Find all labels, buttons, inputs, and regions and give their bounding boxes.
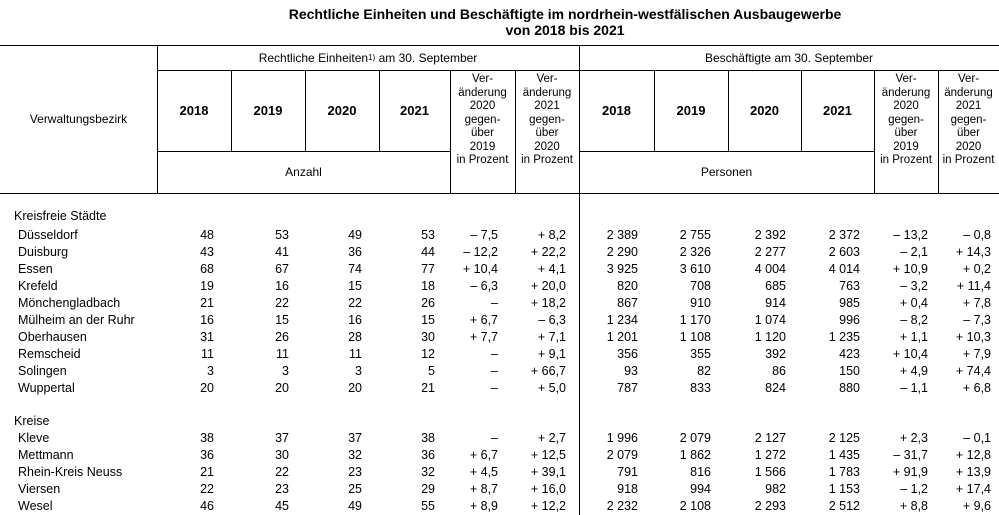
header-group-employees: Beschäftigte am 30. September	[704, 50, 874, 65]
table-cell: –	[491, 364, 498, 378]
table-cell: 2 293	[754, 499, 786, 513]
header-footnote-marker: 1)	[368, 52, 376, 62]
h-ce20-6: in Prozent	[880, 154, 932, 166]
table-row	[0, 481, 999, 498]
table-cell: + 13,9	[955, 465, 991, 479]
table-row	[0, 363, 999, 380]
table-cell: 763	[839, 279, 860, 293]
table-cell: 3	[355, 364, 362, 378]
table-cell: + 74,4	[955, 364, 991, 378]
table-cell: 45	[275, 499, 289, 513]
table-cell: 2 603	[828, 245, 860, 259]
table-row	[0, 447, 999, 464]
table-row	[0, 261, 999, 278]
table-cell: 356	[617, 347, 638, 361]
h-cu21-5: 2020	[534, 140, 560, 153]
table-cell: 22	[275, 465, 289, 479]
table-cell: 86	[772, 364, 786, 378]
table-cell: 3	[282, 364, 289, 378]
header-year-employees-2019: 2019	[676, 102, 706, 118]
table-cell: + 12,2	[530, 499, 566, 513]
table-cell: 36	[348, 245, 362, 259]
table-cell: 1 170	[679, 313, 711, 327]
table-row	[0, 227, 999, 244]
table-cell: – 1,2	[900, 482, 928, 496]
table-cell: – 1,1	[900, 381, 928, 395]
table-row	[0, 430, 999, 447]
district-name: Viersen	[18, 482, 61, 496]
table-cell: 1 153	[828, 482, 860, 496]
table-cell: + 7,7	[469, 330, 498, 344]
table-cell: + 16,0	[530, 482, 566, 496]
h-cu20-4: über	[470, 127, 495, 139]
district-name: Essen	[18, 262, 53, 276]
table-cell: – 2,1	[900, 245, 928, 259]
table-row	[0, 329, 999, 346]
table-cell: + 6,7	[469, 448, 498, 462]
table-cell: 31	[200, 330, 214, 344]
table-cell: 2 512	[828, 499, 860, 513]
table-cell: + 17,4	[955, 482, 991, 496]
h-cu21-4: über	[535, 127, 559, 139]
district-name: Wesel	[18, 499, 53, 513]
header-group-units-label: Rechtliche Einheiten	[258, 50, 369, 65]
table-cell: + 5,0	[537, 381, 566, 395]
table-cell: 25	[348, 482, 362, 496]
table-cell: 1 435	[828, 448, 860, 462]
header-change-units-2020	[450, 73, 515, 191]
district-name: Mülheim an der Ruhr	[18, 313, 135, 327]
table-cell: 22	[348, 296, 362, 310]
table-cell: 392	[765, 347, 786, 361]
table-cell: 46	[200, 499, 214, 513]
table-cell: 2 232	[606, 499, 638, 513]
table-cell: 15	[275, 313, 289, 327]
table-cell: + 8,2	[537, 228, 566, 242]
h-cu20-2: 2020	[469, 100, 496, 112]
h-cu20-6: in Prozent	[456, 154, 509, 166]
table-cell: 824	[765, 381, 786, 395]
table-cell: – 13,2	[893, 228, 928, 242]
h-cu20-3: gegen-	[464, 113, 501, 126]
table-cell: 41	[275, 245, 289, 259]
table-cell: 1 074	[754, 313, 786, 327]
table-cell: + 22,2	[530, 245, 566, 259]
h-ce21-5: 2020	[955, 140, 982, 153]
table-cell: + 20,0	[530, 279, 566, 293]
table-cell: 708	[690, 279, 711, 293]
table-cell: 68	[200, 262, 214, 276]
table-cell: 36	[421, 448, 435, 462]
table-cell: 67	[275, 262, 289, 276]
h-ce20-2: 2020	[893, 100, 919, 112]
table-cell: 16	[200, 313, 214, 327]
table-cell: – 0,1	[963, 431, 991, 445]
table-cell: 49	[348, 499, 362, 513]
table-cell: 74	[348, 262, 362, 276]
section-label: Kreise	[14, 414, 50, 428]
h-ce21-2: 2021	[955, 100, 982, 112]
table-row	[0, 295, 999, 312]
table-cell: 2 326	[679, 245, 711, 259]
table-cell: – 7,5	[470, 228, 498, 242]
district-name: Rhein-Kreis Neuss	[18, 465, 123, 479]
table-cell: 1 783	[828, 465, 860, 479]
table-cell: 37	[275, 431, 289, 445]
table-cell: 82	[697, 364, 711, 378]
h-cu21-0: Ver-	[536, 73, 558, 85]
table-cell: + 7,1	[537, 330, 566, 344]
table-cell: + 9,1	[537, 347, 566, 361]
table-cell: 994	[690, 482, 711, 496]
district-name: Remscheid	[18, 347, 81, 361]
table-cell: + 4,9	[899, 364, 928, 378]
h-cu21-6: in Prozent	[521, 154, 573, 166]
table-row	[0, 278, 999, 295]
table-title-line-2: von 2018 bis 2021	[505, 22, 625, 38]
table-cell: + 4,5	[469, 465, 498, 479]
header-change-employees-2021	[938, 73, 999, 191]
h-ce20-0: Ver-	[895, 73, 917, 85]
table-cell: 28	[348, 330, 362, 344]
table-cell: + 10,9	[892, 262, 928, 276]
h-cu21-3: gegen-	[529, 113, 565, 126]
district-name: Düsseldorf	[18, 228, 78, 242]
table-cell: 2 079	[679, 431, 711, 445]
table-cell: – 31,7	[893, 448, 928, 462]
district-name: Mettmann	[18, 448, 74, 462]
district-name: Mönchengladbach	[18, 296, 121, 310]
h-ce20-1: änderung	[881, 86, 931, 99]
table-cell: 2 079	[606, 448, 638, 462]
h-ce20-3: gegen-	[888, 113, 924, 126]
table-cell: 2 392	[754, 228, 786, 242]
h-cu21-2: 2021	[534, 100, 560, 112]
table-cell: + 8,9	[469, 499, 498, 513]
table-cell: 914	[765, 296, 786, 310]
table-cell: 918	[617, 482, 638, 496]
table-cell: –	[491, 347, 498, 361]
table-cell: 49	[348, 228, 362, 242]
table-row	[0, 312, 999, 329]
header-year-units-2019: 2019	[253, 102, 283, 118]
table-row	[0, 498, 999, 515]
table-cell: 55	[421, 499, 435, 513]
table-row	[0, 464, 999, 481]
table-cell: + 1,1	[899, 330, 928, 344]
table-cell: 22	[275, 296, 289, 310]
table-cell: + 2,3	[899, 431, 928, 445]
table-cell: 22	[200, 482, 214, 496]
table-cell: + 18,2	[530, 296, 566, 310]
table-cell: 19	[200, 279, 214, 293]
table-cell: 833	[690, 381, 711, 395]
table-cell: 23	[348, 465, 362, 479]
table-cell: + 12,8	[955, 448, 991, 462]
table-cell: 4 004	[754, 262, 786, 276]
table-cell: – 12,2	[463, 245, 498, 259]
section-label: Kreisfreie Städte	[14, 209, 107, 223]
district-name: Kleve	[18, 431, 50, 445]
table-cell: + 2,7	[537, 431, 566, 445]
table-cell: 18	[421, 279, 435, 293]
h-cu20-1: änderung	[458, 86, 507, 99]
h-cu21-1: änderung	[522, 86, 572, 99]
table-cell: 12	[421, 347, 435, 361]
header-unit-count: Anzahl	[285, 165, 322, 179]
header-change-employees-2020	[874, 73, 938, 191]
table-cell: + 66,7	[530, 364, 566, 378]
header-unit-persons: Personen	[700, 165, 753, 179]
table-cell: 30	[275, 448, 289, 462]
table-cell: 38	[200, 431, 214, 445]
district-name: Duisburg	[18, 245, 69, 259]
table-cell: 2 372	[828, 228, 860, 242]
table-cell: 816	[690, 465, 711, 479]
table-cell: 910	[690, 296, 711, 310]
table-cell: 1 996	[606, 431, 638, 445]
table-cell: + 10,4	[462, 262, 498, 276]
table-cell: + 8,7	[469, 482, 498, 496]
header-year-employees-2020: 2020	[750, 102, 779, 118]
table-cell: 1 201	[606, 330, 638, 344]
table-cell: 20	[275, 381, 289, 395]
table-cell: + 0,2	[962, 262, 991, 276]
table-cell: 355	[690, 347, 711, 361]
table-cell: 2 127	[754, 431, 786, 445]
table-cell: 16	[275, 279, 289, 293]
h-ce21-6: in Prozent	[942, 154, 995, 166]
table-cell: + 7,8	[962, 296, 991, 310]
table-cell: 423	[839, 347, 860, 361]
table-cell: 26	[421, 296, 435, 310]
district-name: Solingen	[18, 364, 67, 378]
table-cell: 3	[207, 364, 214, 378]
h-ce21-3: gegen-	[950, 113, 987, 126]
table-cell: –	[491, 431, 498, 445]
table-cell: 2 125	[828, 431, 860, 445]
table-cell: 5	[428, 364, 435, 378]
table-cell: 11	[276, 347, 289, 361]
table-cell: 32	[348, 448, 362, 462]
table-cell: –	[491, 296, 498, 310]
table-row	[0, 244, 999, 261]
table-cell: – 6,3	[538, 313, 566, 327]
table-cell: 982	[765, 482, 786, 496]
table-cell: 1 120	[754, 330, 786, 344]
table-cell: 4 014	[828, 262, 860, 276]
table-cell: 44	[421, 245, 435, 259]
table-cell: 48	[200, 228, 214, 242]
table-cell: 2 277	[754, 245, 786, 259]
table-cell: 21	[200, 465, 214, 479]
header-year-employees-2018: 2018	[602, 102, 631, 118]
table-cell: 2 389	[606, 228, 638, 242]
district-name: Oberhausen	[18, 330, 87, 344]
header-year-units-2021: 2021	[400, 102, 429, 118]
table-cell: – 6,3	[470, 279, 498, 293]
table-cell: 21	[200, 296, 214, 310]
table-cell: + 12,5	[530, 448, 566, 462]
table-row	[0, 346, 999, 363]
table-cell: 1 108	[679, 330, 711, 344]
table-cell: + 9,6	[962, 499, 991, 513]
table-cell: + 10,4	[892, 347, 928, 361]
h-ce21-1: änderung	[944, 86, 993, 99]
table-cell: 1 862	[679, 448, 711, 462]
table-cell: 15	[421, 313, 435, 327]
table-cell: 38	[421, 431, 435, 445]
h-ce21-0: Ver-	[957, 73, 980, 85]
header-group-units-suffix: am 30. September	[375, 50, 478, 65]
table-cell: + 6,8	[962, 381, 991, 395]
h-ce20-5: 2019	[893, 140, 919, 153]
table-cell: – 8,2	[900, 313, 928, 327]
table-cell: 787	[617, 381, 638, 395]
table-cell: + 4,1	[537, 262, 566, 276]
table-cell: + 10,3	[955, 330, 991, 344]
table-cell: – 3,2	[900, 279, 928, 293]
table-cell: –	[491, 381, 498, 395]
table-cell: + 7,9	[962, 347, 991, 361]
h-ce20-4: über	[894, 127, 918, 139]
table-row	[0, 380, 999, 397]
header-row-label: Verwaltungsbezirk	[29, 112, 128, 126]
header-year-units-2020: 2020	[327, 102, 357, 118]
table-cell: 3 610	[679, 262, 711, 276]
table-cell: 20	[348, 381, 362, 395]
header-change-units-2021	[515, 73, 579, 191]
table-cell: + 0,4	[899, 296, 928, 310]
table-cell: 32	[421, 465, 435, 479]
header-group-units	[157, 45, 579, 70]
table-cell: 26	[275, 330, 289, 344]
table-cell: 685	[765, 279, 786, 293]
table-cell: 1 566	[754, 465, 786, 479]
table-cell: 15	[348, 279, 362, 293]
table-cell: 77	[421, 262, 435, 276]
district-name: Krefeld	[18, 279, 58, 293]
table-cell: 1 234	[606, 313, 638, 327]
table-cell: – 7,3	[963, 313, 991, 327]
table-cell: 21	[421, 381, 435, 395]
table-cell: 996	[839, 313, 860, 327]
table-cell: 20	[200, 381, 214, 395]
table-cell: 791	[617, 465, 638, 479]
district-name: Wuppertal	[18, 381, 75, 395]
table-cell: 29	[421, 482, 435, 496]
h-ce21-4: über	[956, 127, 981, 139]
table-title-line-1: Rechtliche Einheiten und Beschäftigte im nordrhein-westfälischen Ausbaugewerbe	[288, 6, 842, 22]
header-year-employees-2021: 2021	[823, 102, 852, 118]
table-cell: 30	[421, 330, 435, 344]
table-cell: + 6,7	[469, 313, 498, 327]
table-cell: 53	[275, 228, 289, 242]
table-cell: 1 235	[828, 330, 860, 344]
table-cell: + 39,1	[530, 465, 566, 479]
table-cell: + 91,9	[892, 465, 928, 479]
table-cell: + 11,4	[956, 279, 991, 293]
table-cell: 867	[617, 296, 638, 310]
table-cell: 43	[200, 245, 214, 259]
table-cell: – 0,8	[963, 228, 991, 242]
table-cell: 2 108	[679, 499, 711, 513]
h-cu20-5: 2019	[469, 140, 496, 153]
h-cu20-0: Ver-	[471, 73, 494, 85]
table-cell: 3 925	[606, 262, 638, 276]
table-cell: 11	[201, 347, 214, 361]
table-cell: 1 272	[754, 448, 786, 462]
table-cell: 37	[348, 431, 362, 445]
table-cell: 150	[839, 364, 860, 378]
table-cell: 985	[839, 296, 860, 310]
table-cell: 2 290	[606, 245, 638, 259]
header-year-units-2018: 2018	[179, 102, 209, 118]
table-cell: + 14,3	[955, 245, 991, 259]
table-cell: 53	[421, 228, 435, 242]
table-cell: 93	[624, 364, 638, 378]
table-cell: + 8,8	[899, 499, 928, 513]
table-cell: 11	[349, 347, 362, 361]
table-cell: 16	[348, 313, 362, 327]
table-cell: 820	[617, 279, 638, 293]
table-cell: 2 755	[679, 228, 711, 242]
header-bottom-rule	[0, 193, 999, 194]
table-cell: 36	[200, 448, 214, 462]
table-cell: 880	[839, 381, 860, 395]
table-cell: 23	[275, 482, 289, 496]
